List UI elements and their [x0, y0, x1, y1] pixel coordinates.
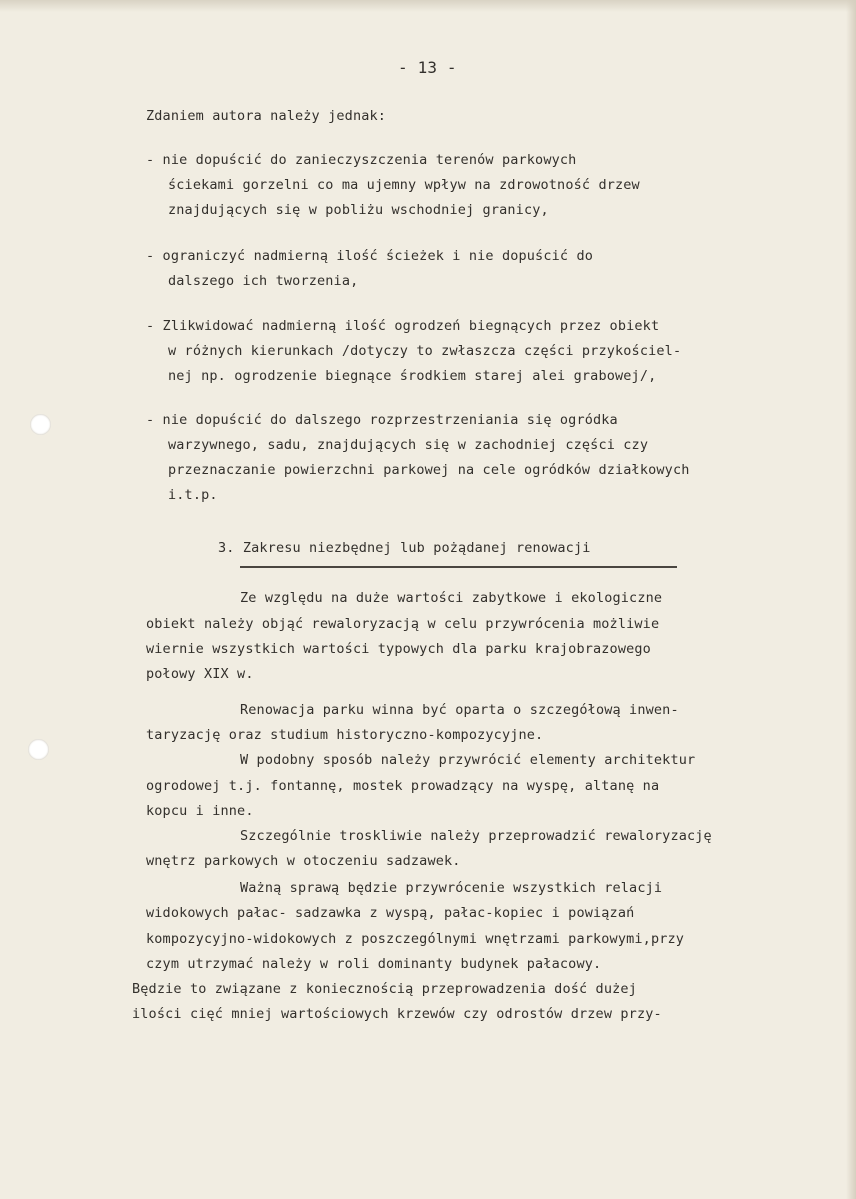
page-top-edge — [0, 0, 856, 12]
body-line-17: ilości cięć mniej wartościowych krzewów czy odrostów drzew przy- — [132, 1006, 662, 1022]
body-line-15: czym utrzymać należy w roli dominanty budynek pałacowy. — [146, 956, 602, 972]
body-line-11: wnętrz parkowych w otoczeniu sadzawek. — [146, 853, 461, 869]
page-right-edge — [846, 0, 856, 1199]
bullet-1-line-3: znajdujących się w pobliżu wschodniej granicy, — [168, 202, 549, 218]
bullet-2-line-2: dalszego ich tworzenia, — [168, 273, 359, 289]
bullet-1-line-2: ściekami gorzelni co ma ujemny wpływ na zdrowotność drzew — [168, 177, 640, 193]
section-heading-underline — [240, 566, 677, 568]
bullet-4-line-4: i.t.p. — [168, 487, 218, 503]
page-number: - 13 - — [398, 58, 457, 77]
body-line-3: wiernie wszystkich wartości typowych dla parku krajobrazowego — [146, 641, 651, 657]
bullet-4-line-2: warzywnego, sadu, znajdujących się w zachodniej części czy — [168, 437, 649, 453]
bullet-4-line-1: - nie dopuścić do dalszego rozprzestrzeniania się ogródka — [146, 412, 618, 428]
body-line-7: W podobny sposób należy przywrócić elementy architektur — [240, 752, 696, 768]
bullet-3-line-3: nej np. ogrodzenie biegnące środkiem starej alei grabowej/, — [168, 368, 657, 384]
body-line-4: połowy XIX w. — [146, 666, 254, 682]
bullet-1-line-1: - nie dopuścić do zanieczyszczenia terenów parkowych — [146, 152, 577, 168]
body-line-14: kompozycyjno-widokowych z poszczególnymi wnętrzami parkowymi,przy — [146, 931, 685, 947]
intro-line: Zdaniem autora należy jednak: — [146, 108, 387, 124]
body-line-9: kopcu i inne. — [146, 803, 254, 819]
punch-hole-upper — [30, 414, 51, 435]
body-line-5: Renowacja parku winna być oparta o szczegółową inwen- — [240, 702, 679, 718]
bullet-3-line-1: - Zlikwidować nadmierną ilość ogrodzeń biegnących przez obiekt — [146, 318, 660, 334]
body-line-12: Ważną sprawą będzie przywrócenie wszystkich relacji — [240, 880, 663, 896]
body-line-2: obiekt należy objąć rewaloryzacją w celu przywrócenia możliwie — [146, 616, 660, 632]
bullet-3-line-2: w różnych kierunkach /dotyczy to zwłaszcza części przykościel- — [168, 343, 682, 359]
body-line-10: Szczególnie troskliwie należy przeprowadzić rewaloryzację — [240, 828, 712, 844]
punch-hole-lower — [28, 739, 49, 760]
body-line-6: taryzację oraz studium historyczno-kompozycyjne. — [146, 727, 544, 743]
body-line-1: Ze względu na duże wartości zabytkowe i ekologiczne — [240, 590, 663, 606]
section-heading: 3. Zakresu niezbędnej lub pożądanej renowacji — [218, 540, 591, 556]
body-line-16: Będzie to związane z koniecznością przeprowadzenia dość dużej — [132, 981, 637, 997]
body-line-8: ogrodowej t.j. fontannę, mostek prowadzący na wyspę, altanę na — [146, 778, 660, 794]
bullet-2-line-1: - ograniczyć nadmierną ilość ścieżek i nie dopuścić do — [146, 248, 593, 264]
bullet-4-line-3: przeznaczanie powierzchni parkowej na cele ogródków działkowych — [168, 462, 690, 478]
body-line-13: widokowych pałac- sadzawka z wyspą, pałac-kopiec i powiązań — [146, 905, 635, 921]
